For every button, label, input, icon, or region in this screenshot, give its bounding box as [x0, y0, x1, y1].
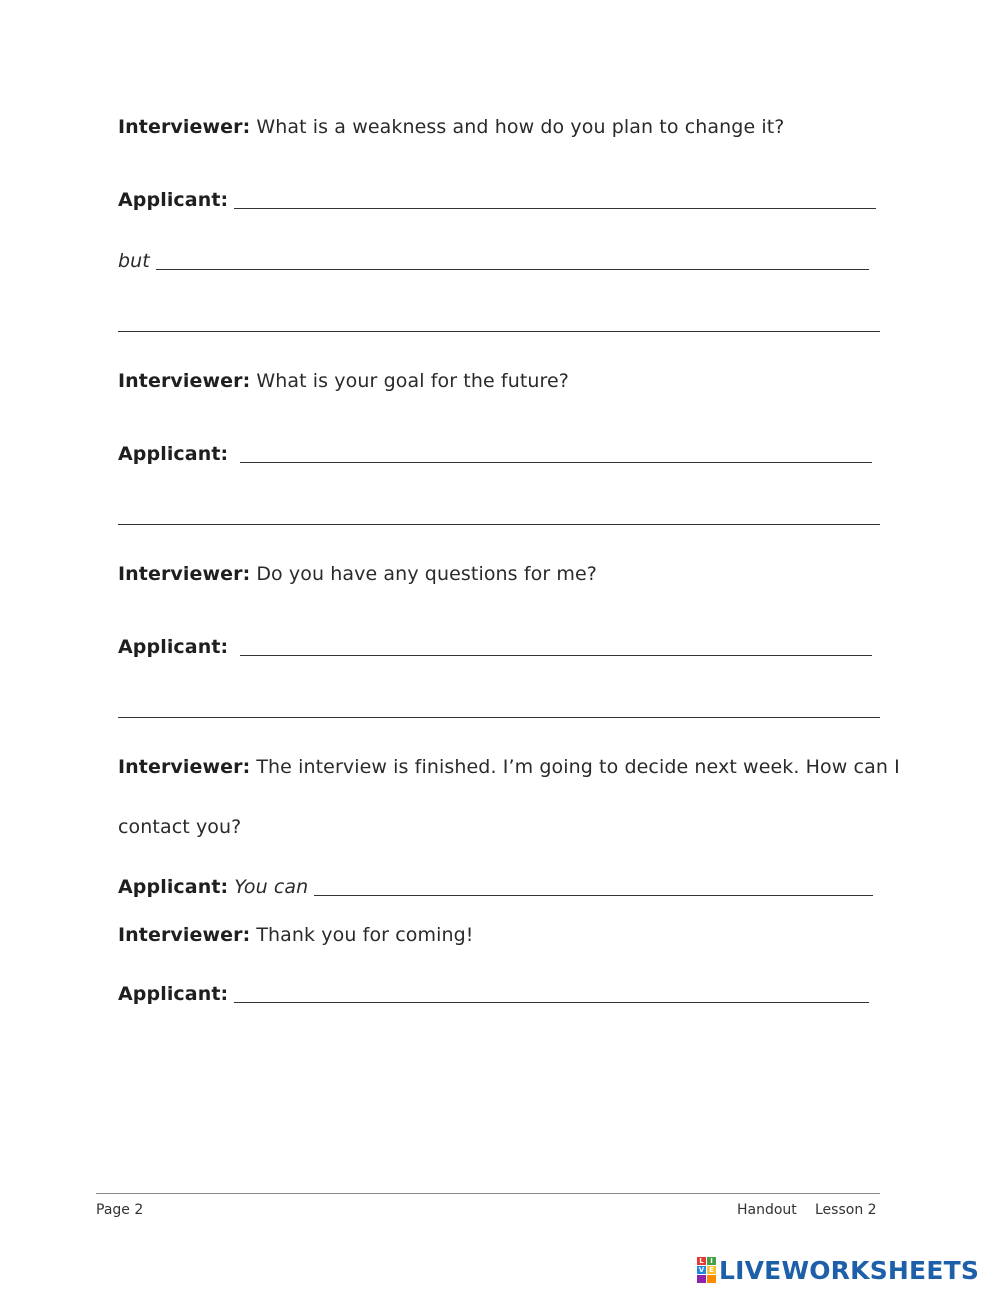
logo-tile: I	[707, 1257, 716, 1265]
applicant-label: Applicant:	[118, 983, 229, 1005]
applicant-label: Applicant:	[118, 636, 229, 658]
answer-line-q1	[118, 189, 876, 211]
answer-blank[interactable]	[234, 1002, 869, 1003]
logo-tile: L	[697, 1257, 706, 1265]
applicant-label: Applicant:	[118, 189, 229, 211]
footer-divider	[96, 1193, 880, 1194]
footer-lesson: Lesson 2	[815, 1202, 877, 1218]
question-text: The interview is finished. I’m going to decide next week. How can I	[256, 756, 900, 778]
dialogue-line-q5	[118, 924, 880, 946]
answer-blank[interactable]	[240, 462, 872, 463]
interviewer-label: Interviewer:	[118, 370, 251, 392]
interviewer-label: Interviewer:	[118, 756, 251, 778]
interviewer-label: Interviewer:	[118, 116, 251, 138]
answer-blank-full[interactable]	[118, 524, 880, 525]
answer-blank-full[interactable]	[118, 331, 880, 332]
footer-page-number: Page 2	[96, 1202, 144, 1218]
but-word: but	[118, 250, 150, 272]
question-text: What is a weakness and how do you plan to change it?	[256, 116, 785, 138]
question-text: Do you have any questions for me?	[256, 563, 597, 585]
interviewer-label: Interviewer:	[118, 924, 251, 946]
answer-line-q5	[118, 983, 869, 1005]
answer-blank[interactable]	[234, 208, 876, 209]
answer-line-q2	[118, 443, 872, 465]
dialogue-line-q4	[118, 756, 900, 778]
answer-line-q4	[118, 876, 873, 898]
dialogue-line-q1	[118, 116, 880, 138]
question-text: What is your goal for the future?	[256, 370, 569, 392]
dialogue-line-q2	[118, 370, 880, 392]
liveworksheets-logo	[697, 1255, 979, 1285]
applicant-label: Applicant:	[118, 876, 229, 898]
liveworksheets-wordmark: LIVEWORKSHEETS	[719, 1255, 980, 1285]
you-can-text: You can	[234, 876, 309, 898]
dialogue-line-q4-cont	[118, 816, 880, 838]
liveworksheets-logo-icon	[697, 1257, 716, 1283]
question-text: Thank you for coming!	[256, 924, 474, 946]
answer-blank-full[interactable]	[118, 717, 880, 718]
question-text: contact you?	[118, 816, 242, 838]
answer-line-q3	[118, 636, 872, 658]
answer-line-but	[118, 250, 869, 272]
interviewer-label: Interviewer:	[118, 563, 251, 585]
footer-handout: Handout	[737, 1202, 797, 1218]
logo-tile	[707, 1275, 716, 1283]
answer-blank[interactable]	[240, 655, 872, 656]
logo-tile	[697, 1275, 706, 1283]
logo-tile: V	[698, 1266, 705, 1274]
answer-blank[interactable]	[156, 269, 869, 270]
answer-blank[interactable]	[314, 895, 873, 896]
logo-tile: E	[707, 1266, 716, 1274]
applicant-label: Applicant:	[118, 443, 229, 465]
dialogue-line-q3	[118, 563, 880, 585]
